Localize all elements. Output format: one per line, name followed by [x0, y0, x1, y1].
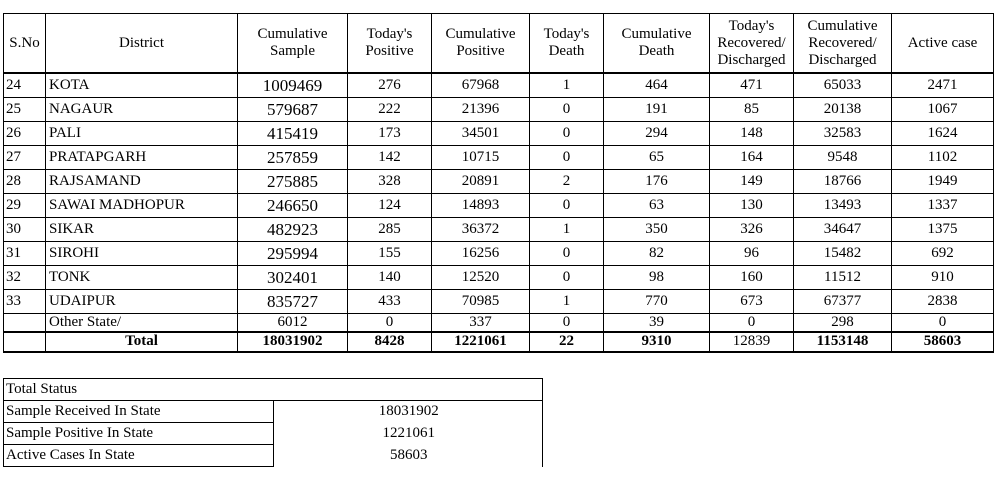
- cell-district: SAWAI MADHOPUR: [46, 193, 238, 217]
- cell-todays-death: 0: [530, 313, 604, 332]
- total-cumulative-death: 9310: [604, 332, 710, 352]
- cell-cumulative-death: 464: [604, 73, 710, 97]
- cell-cumulative-death: 770: [604, 289, 710, 313]
- cell-todays-death: 0: [530, 97, 604, 121]
- cell-cumulative-positive: 12520: [432, 265, 530, 289]
- header-cumulative-sample: Cumulative Sample: [238, 14, 348, 74]
- cell-district: PALI: [46, 121, 238, 145]
- cell-cumulative-recovered: 11512: [794, 265, 892, 289]
- cell-cumulative-sample: 482923: [238, 217, 348, 241]
- cell-sno: 24: [4, 73, 46, 97]
- cell-sno: 32: [4, 265, 46, 289]
- cell-todays-recovered: 0: [710, 313, 794, 332]
- cell-active-case: 1375: [892, 217, 994, 241]
- table-row: [4, 169, 994, 193]
- cell-cumulative-sample: 835727: [238, 289, 348, 313]
- cell-cumulative-sample: 257859: [238, 145, 348, 169]
- table-row: [4, 145, 994, 169]
- status-label: Sample Positive In State: [4, 423, 274, 445]
- cell-cumulative-recovered: 65033: [794, 73, 892, 97]
- cell-cumulative-recovered: 9548: [794, 145, 892, 169]
- cell-cumulative-sample: 579687: [238, 97, 348, 121]
- cell-cumulative-recovered: 13493: [794, 193, 892, 217]
- status-row: [4, 423, 543, 445]
- cell-cumulative-positive: 16256: [432, 241, 530, 265]
- cell-active-case: 1949: [892, 169, 994, 193]
- cell-cumulative-death: 63: [604, 193, 710, 217]
- cell-cumulative-positive: 70985: [432, 289, 530, 313]
- status-row: [4, 445, 543, 467]
- cell-todays-positive: 328: [348, 169, 432, 193]
- header-district: District: [46, 14, 238, 74]
- cell-todays-positive: 173: [348, 121, 432, 145]
- table-row: [4, 121, 994, 145]
- cell-todays-positive: 276: [348, 73, 432, 97]
- cell-district: UDAIPUR: [46, 289, 238, 313]
- cell-active-case: 0: [892, 313, 994, 332]
- cell-cumulative-positive: 337: [432, 313, 530, 332]
- cell-active-case: 1102: [892, 145, 994, 169]
- table-row: [4, 241, 994, 265]
- cell-active-case: 1624: [892, 121, 994, 145]
- table-row: [4, 265, 994, 289]
- cell-todays-positive: 433: [348, 289, 432, 313]
- cell-cumulative-death: 350: [604, 217, 710, 241]
- status-value: 1221061: [273, 423, 543, 445]
- cell-todays-death: 0: [530, 121, 604, 145]
- cell-cumulative-sample: 6012: [238, 313, 348, 332]
- cell-sno: 26: [4, 121, 46, 145]
- status-value: 58603: [273, 445, 543, 467]
- cell-todays-positive: 140: [348, 265, 432, 289]
- total-active-case: 58603: [892, 332, 994, 352]
- cell-cumulative-death: 191: [604, 97, 710, 121]
- cell-todays-recovered: 130: [710, 193, 794, 217]
- table-row: [4, 289, 994, 313]
- cell-todays-recovered: 160: [710, 265, 794, 289]
- cell-active-case: 2471: [892, 73, 994, 97]
- district-covid-table: [3, 13, 994, 353]
- cell-district: TONK: [46, 265, 238, 289]
- total-cumulative-sample: 18031902: [238, 332, 348, 352]
- cell-cumulative-death: 176: [604, 169, 710, 193]
- cell-district: PRATAPGARH: [46, 145, 238, 169]
- cell-sno: 29: [4, 193, 46, 217]
- cell-active-case: 1337: [892, 193, 994, 217]
- table-row: [4, 193, 994, 217]
- cell-todays-positive: 155: [348, 241, 432, 265]
- cell-cumulative-recovered: 18766: [794, 169, 892, 193]
- cell-sno: 30: [4, 217, 46, 241]
- cell-active-case: 692: [892, 241, 994, 265]
- total-status-table: [3, 378, 543, 467]
- total-cumulative-recovered: 1153148: [794, 332, 892, 352]
- cell-cumulative-recovered: 67377: [794, 289, 892, 313]
- status-label: Sample Received In State: [4, 401, 274, 423]
- cell-todays-death: 0: [530, 145, 604, 169]
- cell-todays-death: 1: [530, 289, 604, 313]
- cell-todays-positive: 142: [348, 145, 432, 169]
- cell-sno: 31: [4, 241, 46, 265]
- cell-cumulative-recovered: 34647: [794, 217, 892, 241]
- table-body: [4, 73, 994, 313]
- cell-todays-recovered: 326: [710, 217, 794, 241]
- cell-cumulative-positive: 34501: [432, 121, 530, 145]
- cell-cumulative-recovered: 32583: [794, 121, 892, 145]
- header-active-case: Active case: [892, 14, 994, 74]
- cell-todays-positive: 222: [348, 97, 432, 121]
- other-state-row: [4, 313, 994, 332]
- table-row: [4, 97, 994, 121]
- cell-district: NAGAUR: [46, 97, 238, 121]
- cell-district: RAJSAMAND: [46, 169, 238, 193]
- cell-todays-recovered: 96: [710, 241, 794, 265]
- cell-cumulative-death: 39: [604, 313, 710, 332]
- total-cumulative-positive: 1221061: [432, 332, 530, 352]
- cell-sno: 33: [4, 289, 46, 313]
- total-label: Total: [46, 332, 238, 352]
- cell-sno: 25: [4, 97, 46, 121]
- cell-sno: 28: [4, 169, 46, 193]
- total-todays-death: 22: [530, 332, 604, 352]
- header-cumulative-recovered: Cumulative Recovered/ Discharged: [794, 14, 892, 74]
- cell-sno: 27: [4, 145, 46, 169]
- cell-cumulative-sample: 246650: [238, 193, 348, 217]
- cell-district: SIKAR: [46, 217, 238, 241]
- cell-district: SIROHI: [46, 241, 238, 265]
- cell-cumulative-positive: 10715: [432, 145, 530, 169]
- cell-cumulative-death: 82: [604, 241, 710, 265]
- cell-district: KOTA: [46, 73, 238, 97]
- cell-cumulative-recovered: 20138: [794, 97, 892, 121]
- cell-cumulative-sample: 415419: [238, 121, 348, 145]
- cell-cumulative-positive: 36372: [432, 217, 530, 241]
- header-cumulative-death: Cumulative Death: [604, 14, 710, 74]
- cell-todays-recovered: 148: [710, 121, 794, 145]
- cell-total-blank: [4, 332, 46, 352]
- cell-district: Other State/: [46, 313, 238, 332]
- total-todays-recovered: 12839: [710, 332, 794, 352]
- cell-cumulative-positive: 14893: [432, 193, 530, 217]
- cell-todays-death: 0: [530, 241, 604, 265]
- cell-cumulative-sample: 295994: [238, 241, 348, 265]
- status-label: Active Cases In State: [4, 445, 274, 467]
- cell-todays-death: 0: [530, 265, 604, 289]
- cell-active-case: 2838: [892, 289, 994, 313]
- header-todays-recovered: Today's Recovered/ Discharged: [710, 14, 794, 74]
- header-todays-death: Today's Death: [530, 14, 604, 74]
- cell-todays-death: 1: [530, 73, 604, 97]
- cell-cumulative-sample: 275885: [238, 169, 348, 193]
- total-todays-positive: 8428: [348, 332, 432, 352]
- cell-active-case: 1067: [892, 97, 994, 121]
- cell-todays-recovered: 164: [710, 145, 794, 169]
- table-row: [4, 217, 994, 241]
- cell-todays-recovered: 85: [710, 97, 794, 121]
- header-sno: S.No: [4, 14, 46, 74]
- cell-cumulative-positive: 67968: [432, 73, 530, 97]
- cell-cumulative-death: 294: [604, 121, 710, 145]
- status-title: Total Status: [4, 379, 543, 401]
- cell-cumulative-death: 98: [604, 265, 710, 289]
- cell-todays-recovered: 149: [710, 169, 794, 193]
- cell-active-case: 910: [892, 265, 994, 289]
- cell-todays-death: 1: [530, 217, 604, 241]
- cell-todays-death: 0: [530, 193, 604, 217]
- cell-todays-positive: 0: [348, 313, 432, 332]
- cell-cumulative-recovered: 15482: [794, 241, 892, 265]
- cell-cumulative-positive: 21396: [432, 97, 530, 121]
- cell-sno: [4, 313, 46, 332]
- cell-todays-positive: 124: [348, 193, 432, 217]
- status-row: [4, 401, 543, 423]
- status-value: 18031902: [273, 401, 543, 423]
- cell-todays-recovered: 471: [710, 73, 794, 97]
- cell-todays-positive: 285: [348, 217, 432, 241]
- cell-cumulative-death: 65: [604, 145, 710, 169]
- table-header-row: [4, 14, 994, 74]
- header-cumulative-positive: Cumulative Positive: [432, 14, 530, 74]
- cell-cumulative-recovered: 298: [794, 313, 892, 332]
- cell-cumulative-sample: 1009469: [238, 73, 348, 97]
- total-row: [4, 332, 994, 352]
- cell-todays-death: 2: [530, 169, 604, 193]
- status-title-row: [4, 379, 543, 401]
- table-row: [4, 73, 994, 97]
- header-todays-positive: Today's Positive: [348, 14, 432, 74]
- cell-todays-recovered: 673: [710, 289, 794, 313]
- cell-cumulative-sample: 302401: [238, 265, 348, 289]
- cell-cumulative-positive: 20891: [432, 169, 530, 193]
